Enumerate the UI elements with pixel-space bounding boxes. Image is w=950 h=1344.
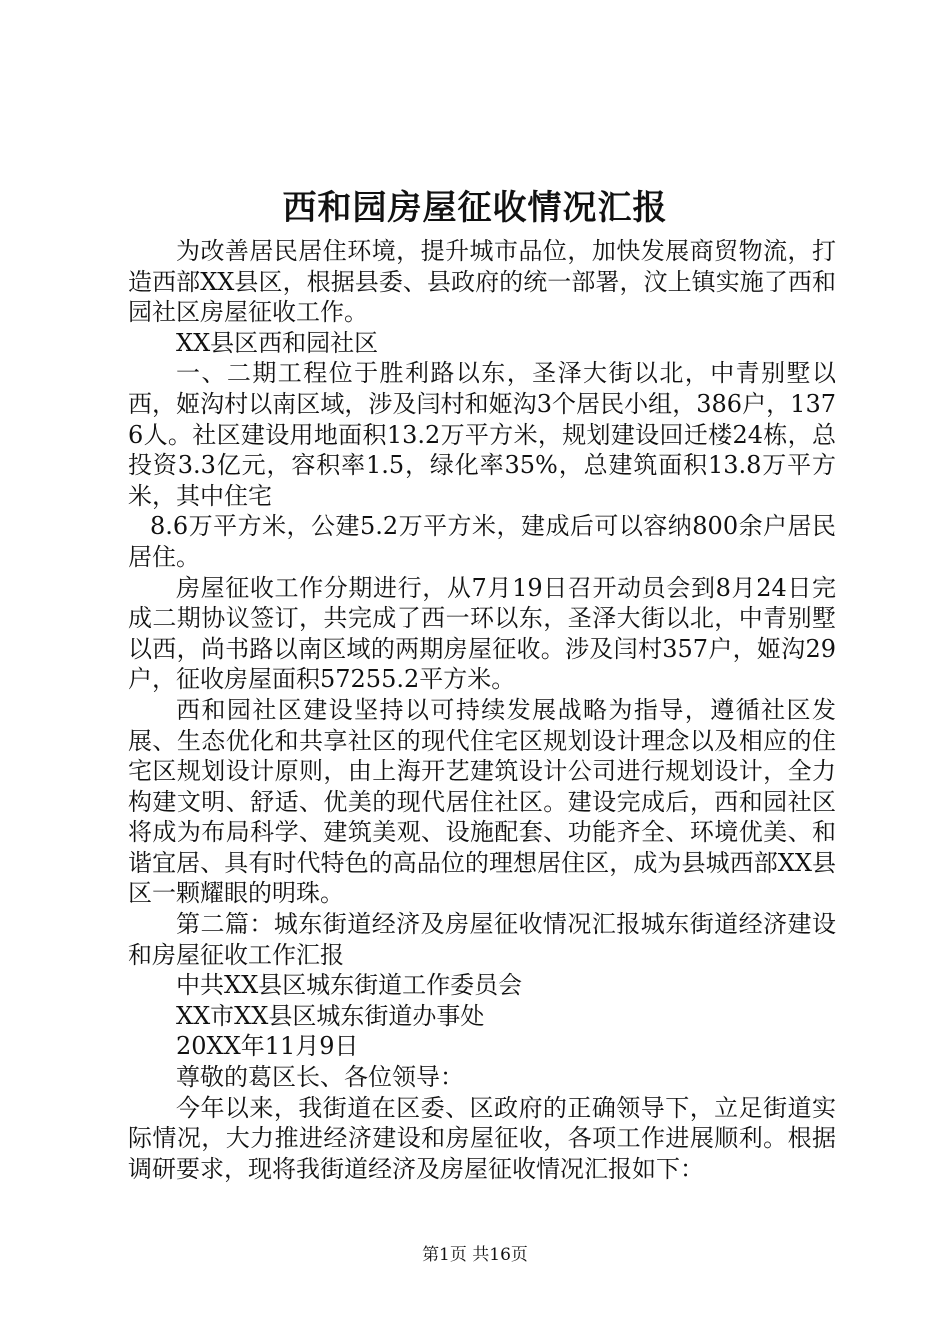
page-number-footer: 第1页 共16页 bbox=[422, 1245, 528, 1265]
paragraph-development-strategy: 西和园社区建设坚持以可持续发展战略为指导，遵循社区发展、生态优化和共享社区的现代住宅区规划设计理念以及相应的住宅区规划设计原则，由上海开艺建筑设计公司进行规划设计，全力构建文明、舒适、优美的现代居住社区。建设完成后，西和园社区将成为布局科学、建筑美观、设施配套、功能齐全、环境优美、和谐宜居、具有时代特色的高品位的理想居住区，成为县城西部XX县区一颗耀眼的明珠。 bbox=[128, 695, 836, 908]
paragraph-issuer-committee: 中共XX县区城东街道工作委员会 bbox=[176, 971, 523, 1000]
paragraph-second-article-title: 第二篇：城东街道经济及房屋征收情况汇报城东街道经济建设和房屋征收工作汇报 bbox=[128, 910, 836, 969]
paragraph-issuer-office: XX市XX县区城东街道办事处 bbox=[176, 1001, 485, 1030]
paragraph-date: 20XX年11月9日 bbox=[176, 1032, 359, 1061]
paragraph-project-scope: 一、二期工程位于胜利路以东，圣泽大街以北，中青别墅以西，姬沟村以南区域，涉及闫村和姬沟3个居民小组，386户，1376人。社区建设用地面积13.2万平方米，规划建设回迁楼24栋，总投资3.3亿元，容积率1.5，绿化率35%，总建筑面积13.8万平方米，其中住宅 bbox=[128, 359, 836, 510]
paragraph-community-heading: XX县区西和园社区 bbox=[176, 328, 379, 357]
paragraph-project-scope-cont: 8.6万平方米，公建5.2万平方米，建成后可以容纳800余户居民居住。 bbox=[128, 512, 836, 571]
paragraph-report-opening: 今年以来，我街道在区委、区政府的正确领导下，立足街道实际情况，大力推进经济建设和房屋征收，各项工作进展顺利。根据调研要求，现将我街道经济及房屋征收情况汇报如下： bbox=[128, 1093, 836, 1183]
paragraph-expropriation-progress: 房屋征收工作分期进行，从7月19日召开动员会到8月24日完成二期协议签订，共完成了西一环以东，圣泽大街以北，中青别墅以西，尚书路以南区域的两期房屋征收。涉及闫村357户，姬沟29户，征收房屋面积57255.2平方米。 bbox=[128, 573, 836, 694]
paragraph-salutation: 尊敬的葛区长、各位领导： bbox=[176, 1063, 464, 1092]
document-title: 西和园房屋征收情况汇报 bbox=[282, 188, 668, 228]
paragraph-intro: 为改善居民居住环境，提升城市品位，加快发展商贸物流，打造西部XX县区，根据县委、县政府的统一部署，汶上镇实施了西和园社区房屋征收工作。 bbox=[128, 237, 836, 327]
document-body bbox=[128, 236, 836, 1184]
